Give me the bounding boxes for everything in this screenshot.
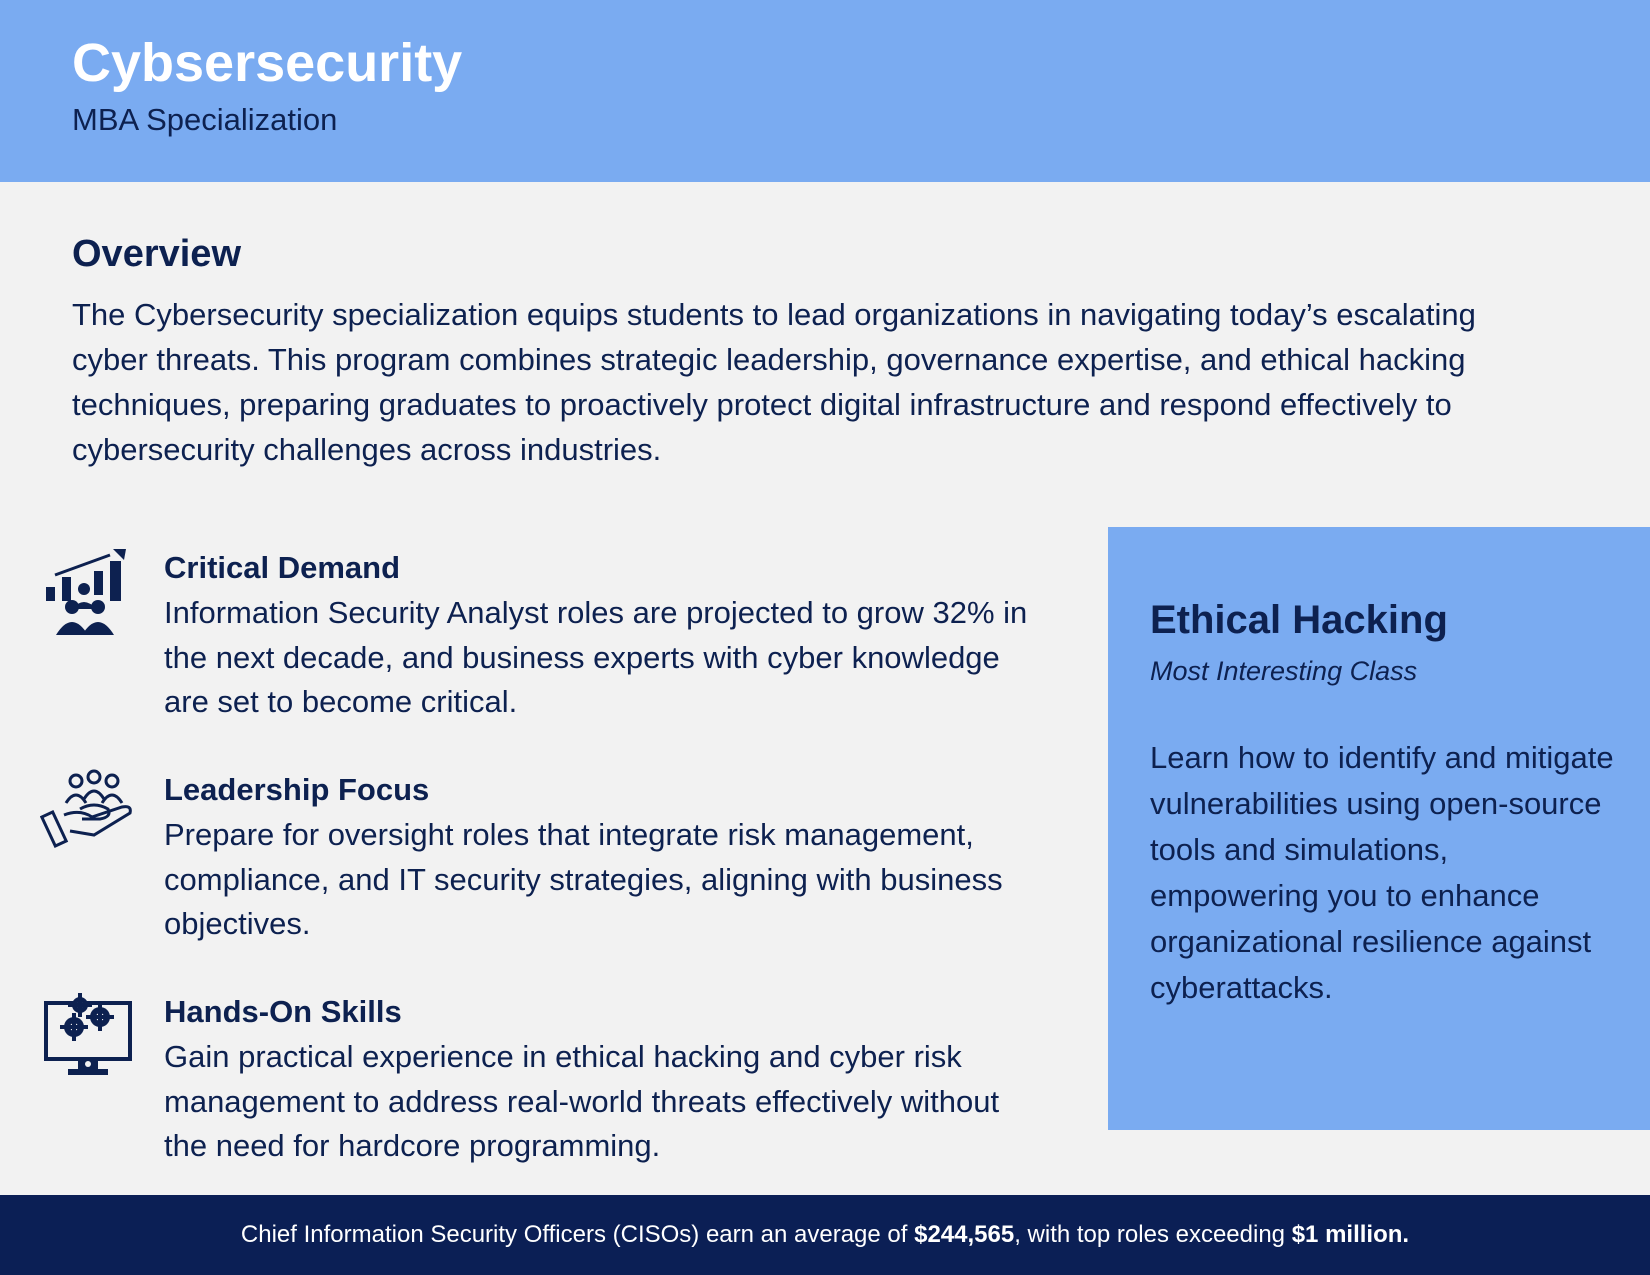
feature-text: Prepare for oversight roles that integrate risk management, compliance, and IT security strategies, aligning with business objectives. xyxy=(164,817,1003,941)
feature-text: Gain practical experience in ethical hacking and cyber risk management to address real-world threats effectively without the need for hardcore programming. xyxy=(164,1039,1000,1163)
footer-top-salary: $1 million. xyxy=(1291,1221,1410,1248)
class-highlight-panel xyxy=(1108,527,1650,1130)
class-subtitle: Most Interesting Class xyxy=(1150,656,1418,686)
feature-text: Information Security Analyst roles are projected to grow 32% in the next decade, and business experts with cyber knowledge are set to become critical. xyxy=(164,595,1028,719)
class-title: Ethical Hacking xyxy=(1150,598,1448,642)
feature-title: Leadership Focus xyxy=(164,772,430,807)
feature-title: Hands-On Skills xyxy=(164,994,402,1029)
hand-holding-people-icon xyxy=(40,769,136,865)
footer-banner xyxy=(0,1195,1650,1275)
overview-heading: Overview xyxy=(72,233,241,275)
page-title: Cybsersecurity xyxy=(72,33,463,93)
feature-title: Critical Demand xyxy=(164,550,401,585)
footer-salary: $244,565 xyxy=(914,1221,1015,1248)
page-subtitle: MBA Specialization xyxy=(72,102,338,137)
class-description: Learn how to identify and mitigate vulnerabilities using open-source tools and simulations, empowering you to enhance organizational resilience against cyberattacks. xyxy=(1150,740,1614,1005)
footer-text-middle: , with top roles exceeding xyxy=(1014,1221,1292,1248)
growth-chart-people-icon xyxy=(40,547,136,643)
header-banner xyxy=(0,0,1650,182)
footer-text-before: Chief Information Security Officers (CISOs) earn an average of xyxy=(240,1221,915,1248)
monitor-gears-icon xyxy=(40,991,136,1087)
overview-text: The Cybersecurity specialization equips students to lead organizations in navigating today’s escalating cyber threats. This program combines strategic leadership, governance expertise, and ethical hacking techniques, preparing graduates to proactively protect digital infrastructure and respond effectively to cybersecurity challenges across industries. xyxy=(72,297,1476,467)
